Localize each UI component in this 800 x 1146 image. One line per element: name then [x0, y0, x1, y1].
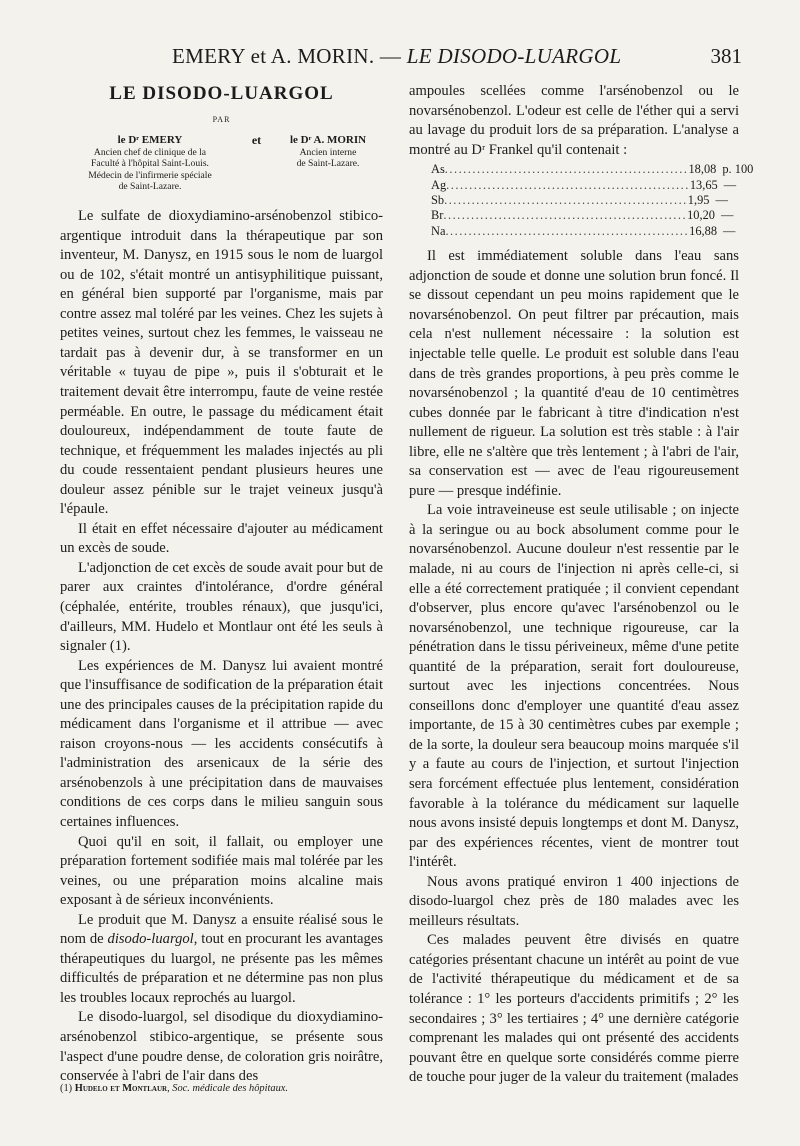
author-block [60, 135, 383, 193]
page-number: 381 [710, 44, 742, 68]
text-run: , tout en procurant les avantages thérapeutiques du luargol, ne présente pas les mêmes difficultés de préparation et ne détermine pas non plus les troubles locaux reprochés au luargol. [60, 931, 383, 1006]
author-emery [60, 135, 240, 193]
element-unit: — [723, 223, 736, 238]
element-symbol: Sb [431, 193, 445, 207]
paragraph: Les expériences de M. Danysz lui avaient montré que l'insuffisance de sodification de la préparation était une des principales causes de la précipitation rapide du médicament dans l'organisme et il attribue — avec raison croyons-nous — les accidents consécutifs à l'administration des arsenicaux de la série des arsénobenzols à une précipitation dans de mauvaises conditions de ces corps dans le milieu sanguin sous certaines influences. [60, 657, 383, 831]
author-conjunction: et [251, 133, 262, 148]
author-name: le Dʳ EMERY [117, 134, 183, 147]
author-affiliation: de Saint-Lazare. [296, 158, 360, 170]
element-value: 13,65 [689, 177, 718, 192]
paragraph: ampoules scellées comme l'arsénobenzol ou le novarsénobenzol. L'odeur est celle de l'éther qui a servi au lavage du produit lors de sa préparation. L'analyse a montré au Dʳ Frankel qu'il contenait : [409, 83, 739, 158]
paragraph: Il est immédiatement soluble dans l'eau sans adjonction de soude et donne une solution brun foncé. Il se dissout cependant un peu moins rapidement que le novarsénobenzol. On peut filtrer par précaution, mais cela n'est nullement nécessaire : la solution est injectable telle quelle. Le produit est soluble dans l'eau dans de très grandes proportions, à peu près comme le novarsénobenzol ; la quantité d'eau de 10 centimètres cubes donnée par le fabricant à titre d'indication n'est nullement de rigueur. La solution est très stable : à l'air libre, elle ne s'altère que très lentement ; à l'abri de l'air, sa conservation est — avec de l'eau rigoureusement pure — presque indéfinie. [409, 248, 739, 499]
element-symbol: Ag [431, 177, 447, 192]
footnote-source: Soc. médicale des hôpitaux. [172, 1083, 288, 1094]
running-title-authors: EMERY et A. MORIN. — [172, 44, 407, 68]
analysis-row: As ..................................................... 18,08 p. 100 [431, 162, 754, 177]
paragraph: La voie intraveineuse est seule utilisable ; on injecte à la seringue ou au bock absolument comme pour le novarsénobenzol. Aucune douleur n'est ressentie par le malade, ni au cours de l'injection ni après celle-ci, si elle a été correctement pratiquée ; il convient cependant d'observer, plus encore qu'avec l'arsénobenzol ou le novarsénobenzol, une technique rigoureuse, car la pénétration dans le tissu périveineux, même d'une petite quantité de la préparation, serait fort douloureuse, surtout avec les injections concentrées. Nous conseillons donc d'employer une quantité d'eau assez importante, de 15 à 30 centimètres cubes par exemple ; de la sorte, la douleur sera beaucoup moins marquée s'il y a faute au cours de l'injection, et surtout l'injection sera forcément effectuée plus lentement, considération favorable à la tolérance du médicament sur laquelle nous avons insisté depuis longtemps et dont M. Danysz, par des expériences récentes, vient de montrer tout l'intérêt. [409, 502, 739, 871]
footnote-authors: Hudelo et Montlaur [74, 1083, 168, 1094]
paragraph [60, 911, 383, 1009]
element-value: 18,08 [688, 162, 717, 177]
element-value: 1,95 [687, 193, 710, 207]
footnote: (1) Hudelo et Montlaur, Soc. médicale des hôpitaux. [60, 1083, 288, 1094]
by-line: PAR [212, 114, 231, 124]
analysis-table [431, 162, 754, 239]
footnote-marker: (1) [60, 1083, 73, 1094]
paragraph: Le sulfate de dioxydiamino-arsénobenzol stibico-argentique introduit dans la thérapeutique par son inventeur, M. Danysz, en 1915 sous le nom de luargol ou de 102, s'était montré un antisyphilitique puissant, en général bien supporté par l'organisme, mais par contre assez mal toléré par les veines. Chez les sujets à petites veines, surtout chez les femmes, le vaisseau ne tardait pas à devenir dur, à se transformer en un véritable « tuyau de pipe », puis il s'obturait et le traitement devait être interrompu, faute de veine restée perméable. En outre, le passage du médicament était douloureux, indépendamment de toute faute de technique, et fréquemment les malades injectés au pli du coude ressentaient pendant plusieurs heures une douleur assez pénible sur le trajet veineux jusqu'à l'épaule. [60, 208, 383, 518]
right-column [409, 82, 754, 1088]
running-header [140, 44, 750, 80]
element-unit: — [715, 193, 728, 207]
author-affiliation: Médecin de l'infirmerie spéciale [88, 169, 212, 181]
paragraph: Nous avons pratiqué environ 1 400 injections de disodo-luargol chez près de 180 malades avec les meilleurs résultats. [409, 873, 739, 929]
author-affiliation: Ancien chef de clinique de la [93, 146, 207, 158]
analysis-row: Na ..................................................... 16,88 — [431, 223, 736, 238]
paragraph: L'adjonction de cet excès de soude avait pour but de parer aux craintes d'intolérance, d'ordre général (céphalée, entérite, troubles rénaux), que jusqu'ici, d'ailleurs, MM. Hudelo et Montlaur ont été les seuls à signaler (1). [60, 559, 383, 655]
left-column [60, 82, 383, 1087]
element-symbol: Br [431, 208, 444, 223]
running-title [172, 44, 621, 69]
element-value: 10,20 [687, 208, 715, 223]
running-title-italic: LE DISODO-LUARGOL [406, 44, 622, 68]
analysis-row: Ag ..................................................... 13,65 — [431, 177, 737, 192]
author-affiliation: Faculté à l'hôpital Saint-Louis. [91, 158, 209, 170]
element-symbol: As [431, 162, 445, 177]
paragraph: Ces malades peuvent être divisés en quatre catégories présentant chacune un intérêt au point de vue de l'activité thérapeutique du médicament et de sa tolérance : 1° les porteurs d'accidents primitifs ; 2° les secondaires ; 3° les tertiaires ; 4° une dernière catégorie comprenant les malades qui ont présenté des accidents pouvant être en quelque sorte considérés comme pierre de touche pour juger de la valeur du traitement (malades [409, 932, 739, 1086]
author-name: le Dʳ A. MORIN [289, 134, 367, 147]
author-morin [273, 135, 383, 193]
element-symbol: Na [431, 223, 446, 238]
text-run: Le produit que M. Danysz a ensuite réalisé sous le nom de [60, 911, 383, 948]
element-unit: — [723, 177, 737, 192]
author-affiliation: de Saint-Lazare. [118, 181, 182, 193]
element-unit: p. 100 [722, 162, 754, 177]
author-affiliation: Ancien interne [299, 146, 357, 158]
paragraph: Quoi qu'il en soit, il fallait, ou employer une préparation fortement sodifiée mais mal tolérée par les veines, ou une préparation moins alcaline mais exposant à de sérieux inconvénients. [60, 833, 383, 909]
analysis-row: Sb ..................................................... 1,95 — [431, 193, 731, 208]
analysis-row: Br ..................................................... 10,20 — [431, 208, 734, 223]
element-unit: — [720, 208, 734, 223]
drug-name: disodo-luargol [107, 931, 194, 948]
element-value: 16,88 [689, 223, 718, 238]
paragraph: Le disodo-luargol, sel disodique du dioxydiamino-arsénobenzol stibico-argentique, se présente sous l'aspect d'une poudre dense, de coloration gris noirâtre, conservée à l'abri de l'air dans des [60, 1009, 383, 1085]
paragraph: Il était en effet nécessaire d'ajouter au médicament un excès de soude. [60, 520, 383, 557]
article-title: LE DISODO-LUARGOL [109, 83, 334, 104]
